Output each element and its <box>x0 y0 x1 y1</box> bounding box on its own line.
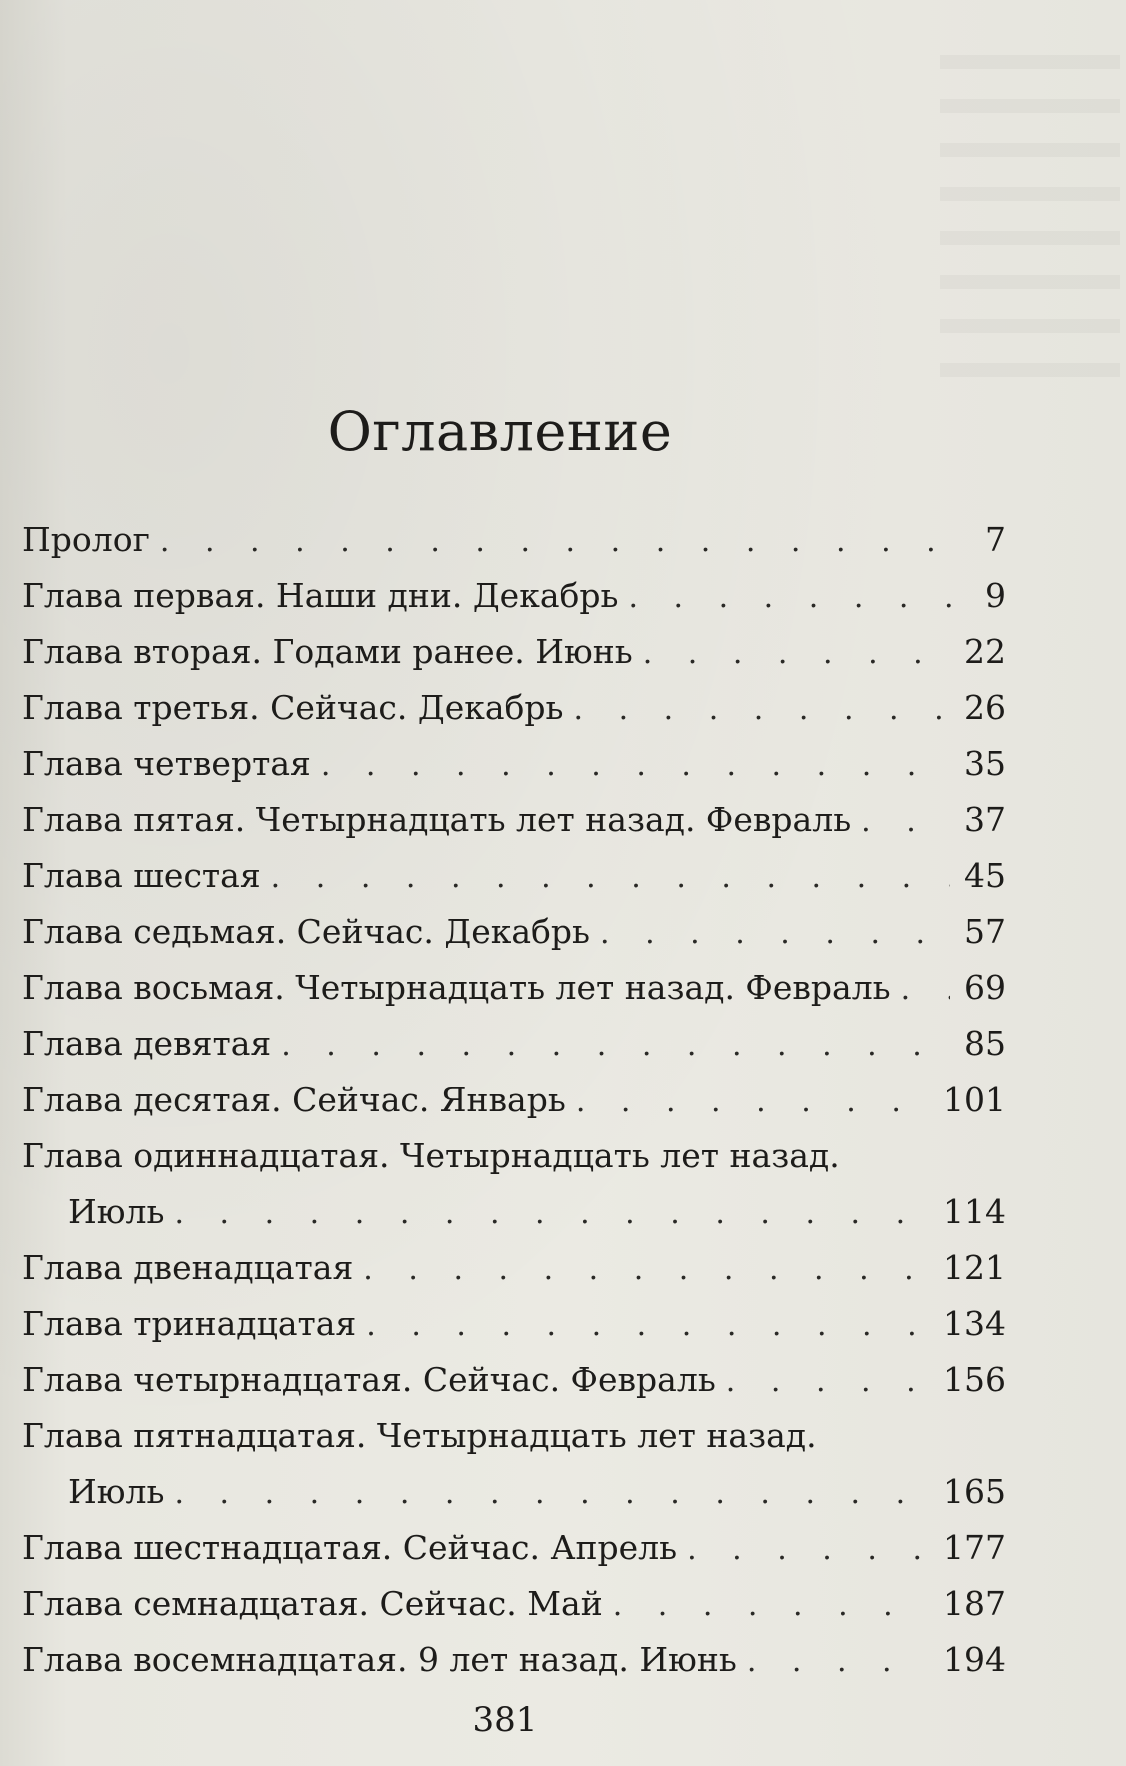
toc-entry-page: 26 <box>964 688 1006 727</box>
toc-entry-label: Глава третья. Сейчас. Декабрь <box>22 688 564 727</box>
toc-entry <box>22 1576 1006 1632</box>
toc-entry <box>22 624 1006 680</box>
toc-entry-page: 101 <box>943 1080 1006 1119</box>
toc-entry-page: 9 <box>985 576 1006 615</box>
dot-leader <box>281 1018 950 1074</box>
toc-entry-label: Глава первая. Наши дни. Декабрь <box>22 576 619 615</box>
toc-entry-label: Глава седьмая. Сейчас. Декабрь <box>22 912 591 951</box>
toc-entry <box>22 1128 1006 1240</box>
toc-entry-label: Глава шестая <box>22 856 261 895</box>
toc-entry-label: Глава вторая. Годами ранее. Июнь <box>22 632 633 671</box>
toc-entry-label: Глава восемнадцатая. 9 лет назад. Июнь <box>22 1640 737 1679</box>
dot-leader <box>747 1634 929 1690</box>
toc-entry-label: Глава восьмая. Четырнадцать лет назад. Февраль <box>22 968 891 1007</box>
bleed-through-text <box>940 55 1120 395</box>
page-title: Оглавление <box>327 400 673 463</box>
toc-entry-page: 156 <box>943 1360 1006 1399</box>
toc-entry-page: 69 <box>964 968 1006 1007</box>
toc-entry-page: 35 <box>964 744 1006 783</box>
toc-entry-page: 134 <box>943 1304 1006 1343</box>
toc-entry <box>22 848 1006 904</box>
toc-entry-page: 37 <box>964 800 1006 839</box>
dot-leader <box>271 850 950 906</box>
toc-entry-label: Глава одиннадцатая. Четырнадцать лет назад. <box>22 1136 840 1175</box>
toc-entry <box>22 1240 1006 1296</box>
dot-leader <box>160 514 970 570</box>
toc-entry <box>22 1072 1006 1128</box>
toc-entry <box>22 736 1006 792</box>
toc-entry-label: Глава тринадцатая <box>22 1304 357 1343</box>
dot-leader <box>643 626 950 682</box>
toc-entry <box>22 568 1006 624</box>
toc-entry-label: Глава шестнадцатая. Сейчас. Апрель <box>22 1528 678 1567</box>
toc-entry <box>22 960 1006 1016</box>
toc-entry <box>22 1520 1006 1576</box>
toc-entry-page: 121 <box>943 1248 1006 1287</box>
dot-leader <box>628 570 971 626</box>
table-of-contents <box>22 512 1006 1688</box>
toc-entry-page: 187 <box>943 1584 1006 1623</box>
dot-leader <box>600 906 950 962</box>
toc-entry-page: 165 <box>943 1472 1006 1511</box>
toc-entry-page: 194 <box>943 1640 1006 1679</box>
toc-entry <box>22 904 1006 960</box>
dot-leader <box>174 1466 929 1522</box>
dot-leader <box>861 794 950 850</box>
dot-leader <box>901 962 950 1018</box>
dot-leader <box>574 682 950 738</box>
toc-entry-label: Глава десятая. Сейчас. Январь <box>22 1080 566 1119</box>
toc-entry-page: 177 <box>943 1528 1006 1567</box>
toc-entry-page: 57 <box>964 912 1006 951</box>
toc-entry-continuation: Июль <box>68 1472 165 1511</box>
toc-entry-label: Глава девятая <box>22 1024 272 1063</box>
toc-entry <box>22 792 1006 848</box>
toc-entry-label: Пролог <box>22 520 150 559</box>
dot-leader <box>363 1242 929 1298</box>
toc-entry <box>22 1352 1006 1408</box>
toc-entry-page: 7 <box>985 520 1006 559</box>
dot-leader <box>613 1578 929 1634</box>
dot-leader <box>366 1298 929 1354</box>
toc-entry-page: 85 <box>964 1024 1006 1063</box>
toc-entry-page: 45 <box>964 856 1006 895</box>
toc-entry-label: Глава четвертая <box>22 744 311 783</box>
toc-entry-label: Глава четырнадцатая. Сейчас. Февраль <box>22 1360 716 1399</box>
dot-leader <box>174 1186 929 1242</box>
dot-leader <box>576 1074 929 1130</box>
toc-entry-page: 22 <box>964 632 1006 671</box>
toc-entry-page: 114 <box>943 1192 1006 1231</box>
toc-entry-label: Глава семнадцатая. Сейчас. Май <box>22 1584 603 1623</box>
dot-leader <box>726 1354 929 1410</box>
toc-entry-label: Глава пятнадцатая. Четырнадцать лет назад. <box>22 1416 817 1455</box>
toc-entry <box>22 680 1006 736</box>
toc-entry <box>22 1016 1006 1072</box>
toc-entry-label: Глава пятая. Четырнадцать лет назад. Февраль <box>22 800 852 839</box>
toc-entry <box>22 1408 1006 1520</box>
dot-leader <box>687 1522 929 1578</box>
page-number: 381 <box>472 1700 538 1740</box>
toc-entry-label: Глава двенадцатая <box>22 1248 354 1287</box>
toc-entry <box>22 1296 1006 1352</box>
toc-entry <box>22 512 1006 568</box>
dot-leader <box>321 738 950 794</box>
toc-entry <box>22 1632 1006 1688</box>
toc-entry-continuation: Июль <box>68 1192 165 1231</box>
